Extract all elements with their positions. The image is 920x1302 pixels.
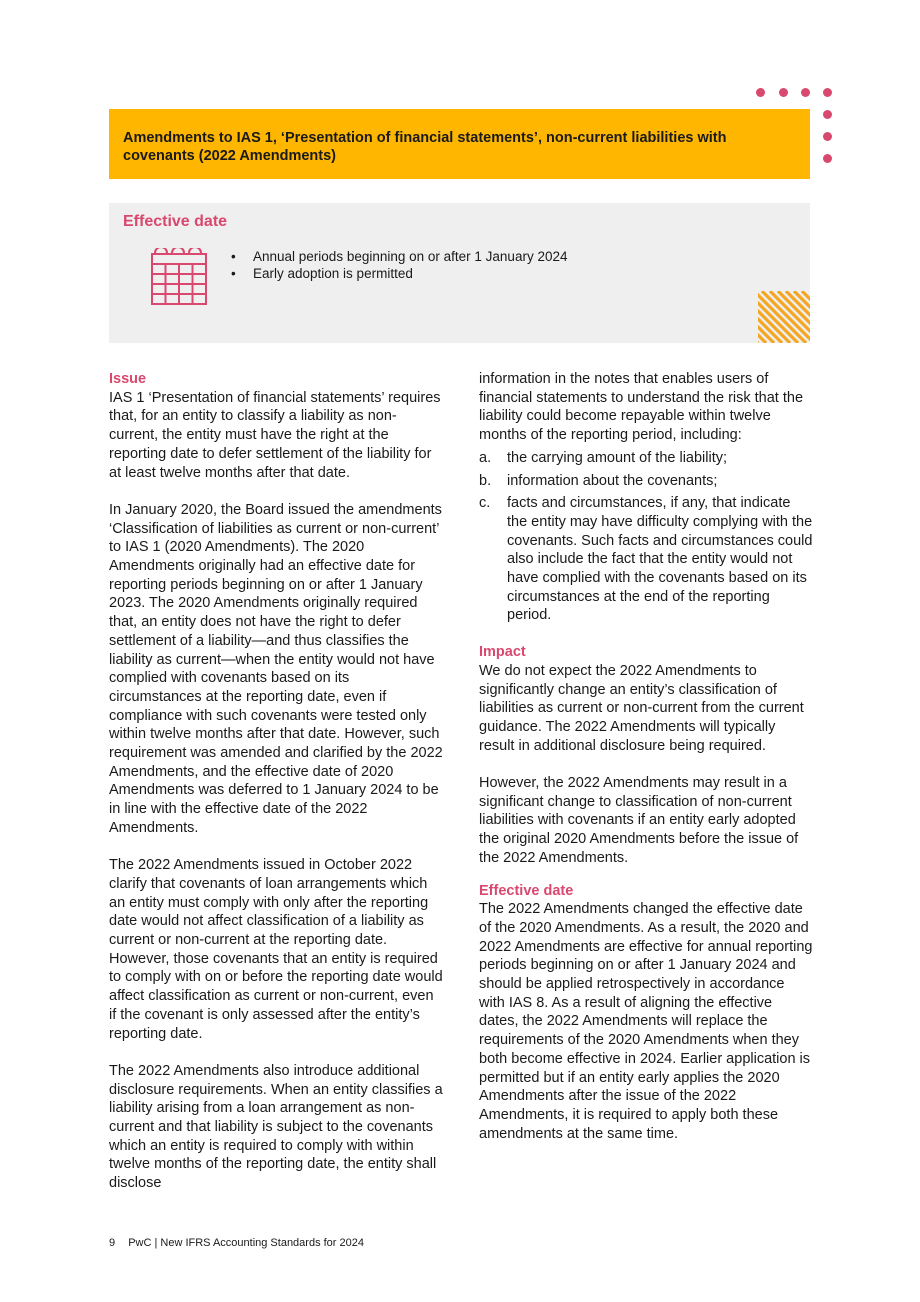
calendar-icon: [150, 248, 210, 308]
dot: [823, 88, 832, 97]
stripe-pattern-icon: [758, 291, 810, 343]
list-item: [479, 494, 813, 625]
list-item-text: facts and circumstances, if any, that indicate the entity may have difficulty complying with the covenants. Such facts and circumstances could also include the fact that the entity would not have complied with the covenants based on its circumstances at the end of the reporting period.: [507, 495, 813, 624]
left-column: [109, 370, 444, 1193]
dot: [823, 154, 832, 163]
dot: [823, 110, 832, 119]
list-item-text: the carrying amount of the liability;: [507, 449, 728, 466]
right-column: [479, 370, 813, 1143]
list-item: [479, 449, 813, 468]
dot: [823, 132, 832, 141]
paragraph: The 2022 Amendments also introduce additional disclosure requirements. When an entity classifies a liability arising from a loan arrangement as non-current and that liability is subject to the covenants which an entity is required to comply with within twelve months of the reporting date, the entity shall disclose: [109, 1062, 443, 1192]
paragraph: We do not expect the 2022 Amendments to significantly change an entity’s classification of liabilities as current or non-current from the current guidance. The 2022 Amendments will typically result in additional disclosure being required.: [479, 662, 804, 754]
title-banner: [109, 109, 810, 179]
effective-date-section-heading: Effective date: [479, 882, 574, 899]
page-number: 9: [109, 1237, 116, 1249]
paragraph: information in the notes that enables users of financial statements to understand the risk that the liability could become repayable within twelve months of the reporting period, including:: [479, 371, 804, 444]
paragraph: In January 2020, the Board issued the amendments ‘Classification of liabilities as current or non-current’ to IAS 1 (2020 Amendments). The 2020 Amendments originally had an effective date for reporting periods beginning on or after 1 January 2023. The 2020 Amendments originally required that, an entity does not have the right to defer settlement of a liability—and thus classifies the liability as current—when the entity would not have complied with covenants based on its circumstances at the reporting date, even if compliance with such covenants were tested only within twelve months after that date. However, such requirement was amended and clarified by the 2022 Amendments, and the effective date of 2020 Amendments was deferred to 1 January 2024 to be in line with the effective date of the 2022 Amendments.: [109, 501, 443, 836]
list-item: • Early adoption is permitted: [231, 265, 567, 282]
footer: [109, 1237, 364, 1249]
paragraph: The 2022 Amendments issued in October 2022 clarify that covenants of loan arrangements which an entity must comply with only after the reporting date would not affect classification of a liability as current or non-current at the reporting date. However, those covenants that an entity is required to comply with on or before the reporting date would affect classification as current or non-current, even if the covenant is only assessed after the entity’s reporting date.: [109, 857, 443, 1042]
list-marker: a.: [479, 449, 492, 466]
list-marker: b.: [479, 472, 492, 489]
effective-date-heading: Effective date: [123, 213, 228, 230]
paragraph: However, the 2022 Amendments may result in a significant change to classification of non-current liabilities with covenants if an entity early adopted the original 2020 Amendments before the issue of the 2022 Amendments.: [479, 775, 799, 866]
impact-heading: Impact: [479, 644, 526, 661]
paragraph: IAS 1 ‘Presentation of financial statements’ requires that, for an entity to classify a liability as non-current, the entity must have the right at the reporting date to defer settlement of the liability for at least twelve months after that date.: [109, 389, 441, 481]
dot: [801, 88, 810, 97]
list-item: [479, 472, 813, 491]
effective-date-list: [231, 248, 567, 282]
disclosure-list: [479, 449, 813, 625]
dot: [756, 88, 765, 97]
issue-heading: Issue: [109, 371, 147, 387]
effective-date-box: [109, 203, 810, 343]
dot: [779, 88, 788, 97]
paragraph: The 2022 Amendments changed the effective date of the 2020 Amendments. As a result, the 2020 and 2022 Amendments are effective for annual reporting periods beginning on or after 1 January 2024 and should be applied retrospectively in accordance with IAS 8. As a result of aligning the effective dates, the 2022 Amendments will replace the requirements of the 2020 Amendments when they both become effective in 2024. Earlier application is permitted but if an entity early applies the 2020 Amendments after the issue of the 2022 Amendments, it is required to apply both these amendments at the same time.: [479, 901, 813, 1142]
page-title: Amendments to IAS 1, ‘Presentation of financial statements’, non-current liabilities with covenants (2022 Amendments): [123, 130, 727, 164]
list-item: • Annual periods beginning on or after 1 January 2024: [231, 248, 567, 265]
list-marker: c.: [479, 495, 491, 512]
list-item-text: information about the covenants;: [507, 472, 718, 489]
footer-text: PwC | New IFRS Accounting Standards for 2024: [128, 1237, 364, 1249]
